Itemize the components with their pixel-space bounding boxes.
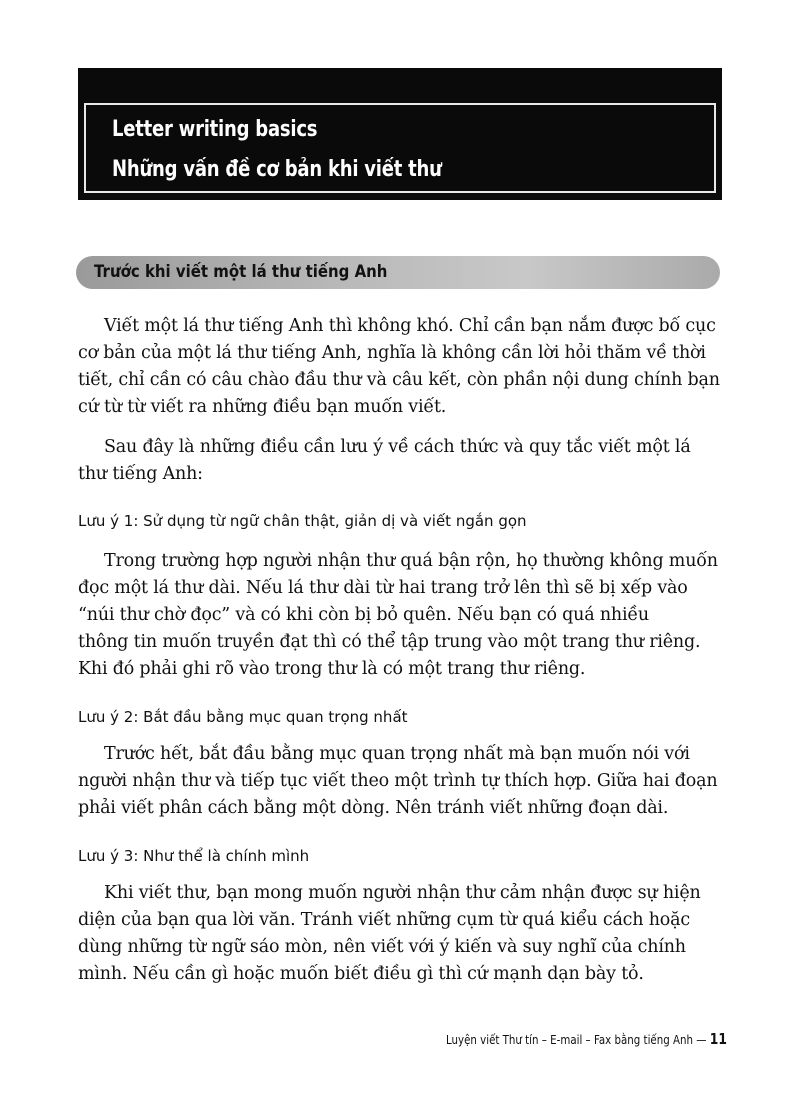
paragraph-line: mình. Nếu cần gì hoặc muốn biết điều gì thì cứ mạnh dạn bày tỏ. <box>78 964 644 984</box>
paragraph-line: Trong trường hợp người nhận thư quá bận rộn, họ thường không muốn <box>104 551 718 571</box>
paragraph-line: “núi thư chờ đọc” và có khi còn bị bỏ quên. Nếu bạn có quá nhiều <box>78 605 650 625</box>
paragraph-line: Sau đây là những điều cần lưu ý về cách thức và quy tắc viết một lá <box>104 437 691 457</box>
note-heading: Lưu ý 1: Sử dụng từ ngữ chân thật, giản dị và viết ngắn gọn <box>78 512 527 530</box>
paragraph-line: cơ bản của một lá thư tiếng Anh, nghĩa là không cần lời hỏi thăm về thời <box>78 343 706 363</box>
section-heading <box>76 256 720 289</box>
chapter-title-en: Letter writing basics <box>112 117 318 142</box>
paragraph-line: Khi đó phải ghi rõ vào trong thư là có một trang thư riêng. <box>78 659 586 679</box>
paragraph-line: Viết một lá thư tiếng Anh thì không khó. Chỉ cần bạn nắm được bố cục <box>104 316 716 336</box>
paragraph-line: cứ từ từ viết ra những điều bạn muốn viết. <box>78 397 447 417</box>
paragraph-line: phải viết phân cách bằng một dòng. Nên tránh viết những đoạn dài. <box>78 798 669 818</box>
page-number: 11 <box>709 1030 727 1048</box>
note-heading: Lưu ý 3: Như thể là chính mình <box>78 847 310 865</box>
chapter-title-vi: Những vấn đề cơ bản khi viết thư <box>112 157 442 182</box>
paragraph-line: đọc một lá thư dài. Nếu lá thư dài từ hai trang trở lên thì sẽ bị xếp vào <box>78 578 688 598</box>
chapter-banner <box>78 68 722 200</box>
note-heading: Lưu ý 2: Bắt đầu bằng mục quan trọng nhất <box>78 708 408 726</box>
page-footer <box>446 1030 727 1048</box>
paragraph-line: Khi viết thư, bạn mong muốn người nhận thư cảm nhận được sự hiện <box>104 883 701 903</box>
paragraph-line: diện của bạn qua lời văn. Tránh viết những cụm từ quá kiểu cách hoặc <box>78 910 690 930</box>
paragraph-line: Trước hết, bắt đầu bằng mục quan trọng nhất mà bạn muốn nói với <box>104 744 690 764</box>
section-title: Trước khi viết một lá thư tiếng Anh <box>94 262 388 282</box>
paragraph-line: dùng những từ ngữ sáo mòn, nên viết với ý kiến và suy nghĩ của chính <box>78 937 686 957</box>
chapter-title-frame <box>84 103 716 193</box>
footer-text: Luyện viết Thư tín – E-mail – Fax bằng tiếng Anh — <box>446 1032 707 1047</box>
paragraph-line: thư tiếng Anh: <box>78 464 203 484</box>
paragraph-line: tiết, chỉ cần có câu chào đầu thư và câu kết, còn phần nội dung chính bạn <box>78 370 720 390</box>
paragraph-line: người nhận thư và tiếp tục viết theo một trình tự thích hợp. Giữa hai đoạn <box>78 771 718 791</box>
paragraph-line: thông tin muốn truyền đạt thì có thể tập trung vào một trang thư riêng. <box>78 632 701 652</box>
